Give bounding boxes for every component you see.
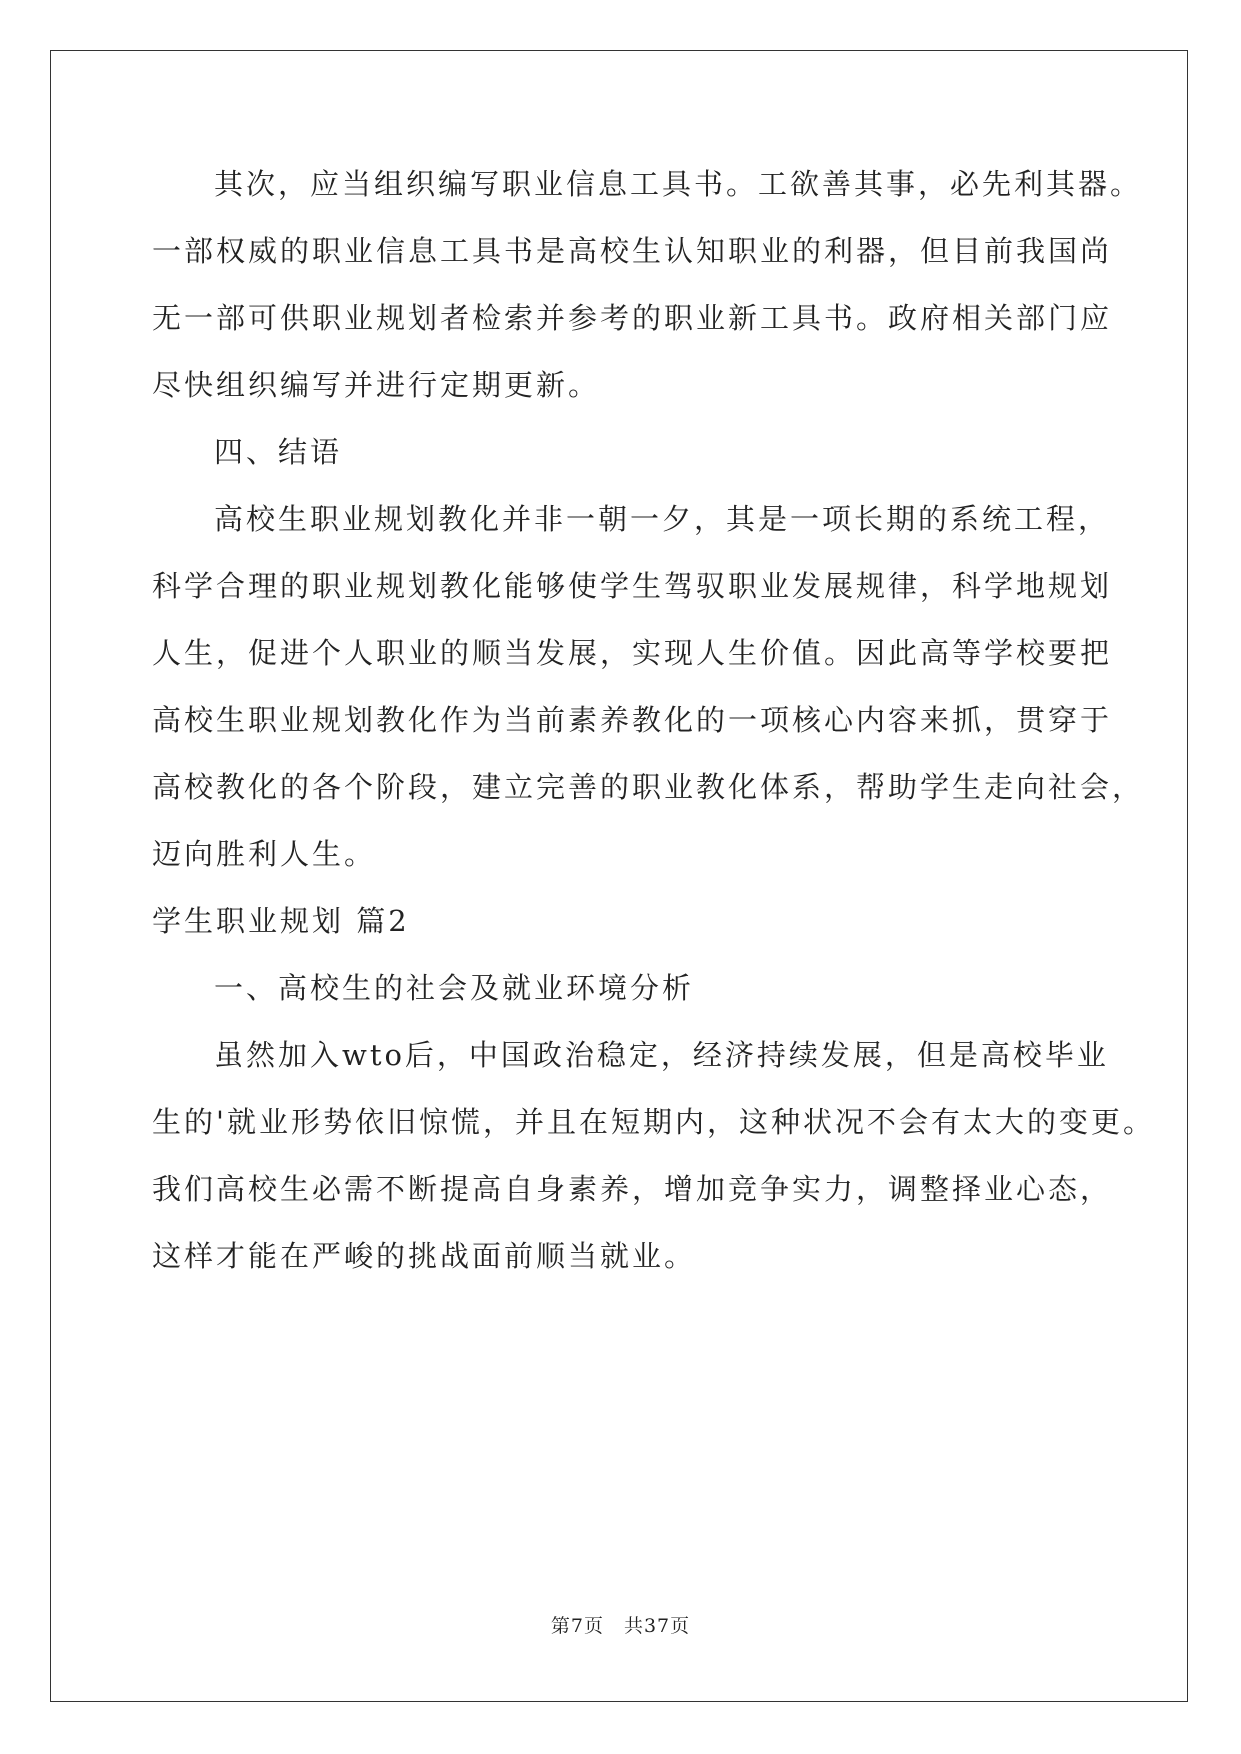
paragraph-line: 尽快组织编写并进行定期更新。 [152, 368, 601, 402]
article-title: 学生职业规划 篇2 [152, 904, 410, 938]
paragraph-line: 无一部可供职业规划者检索并参考的职业新工具书。政府相关部门应 [152, 301, 1113, 335]
paragraph-line: 科学合理的职业规划教化能够使学生驾驭职业发展规律，科学地规划 [152, 569, 1113, 603]
paragraph-line: 一部权威的职业信息工具书是高校生认知职业的利器，但目前我国尚 [152, 234, 1113, 268]
paragraph-line: 人生，促进个人职业的顺当发展，实现人生价值。因此高等学校要把 [152, 636, 1113, 670]
paragraph-line: 其次，应当组织编写职业信息工具书。工欲善其事，必先利其器。 [214, 167, 1143, 201]
paragraph-line: 我们高校生必需不断提高自身素养，增加竞争实力，调整择业心态， [152, 1172, 1113, 1206]
section-heading: 四、结语 [214, 435, 343, 469]
page-number-footer: 第7页 共37页 [550, 1615, 691, 1637]
paragraph-line: 迈向胜利人生。 [152, 837, 377, 871]
paragraph-line: 生的'就业形势依旧惊慌，并且在短期内，这种状况不会有太大的变更。 [152, 1105, 1155, 1139]
section-heading: 一、高校生的社会及就业环境分析 [214, 971, 695, 1005]
paragraph-line: 高校教化的各个阶段，建立完善的职业教化体系，帮助学生走向社会， [152, 770, 1145, 804]
paragraph-line: 高校生职业规划教化并非一朝一夕，其是一项长期的系统工程， [214, 502, 1111, 536]
paragraph-line: 高校生职业规划教化作为当前素养教化的一项核心内容来抓，贯穿于 [152, 703, 1113, 737]
paragraph-line: 虽然加入wto后，中国政治稳定，经济持续发展，但是高校毕业 [214, 1038, 1109, 1072]
paragraph-line: 这样才能在严峻的挑战面前顺当就业。 [152, 1239, 697, 1273]
